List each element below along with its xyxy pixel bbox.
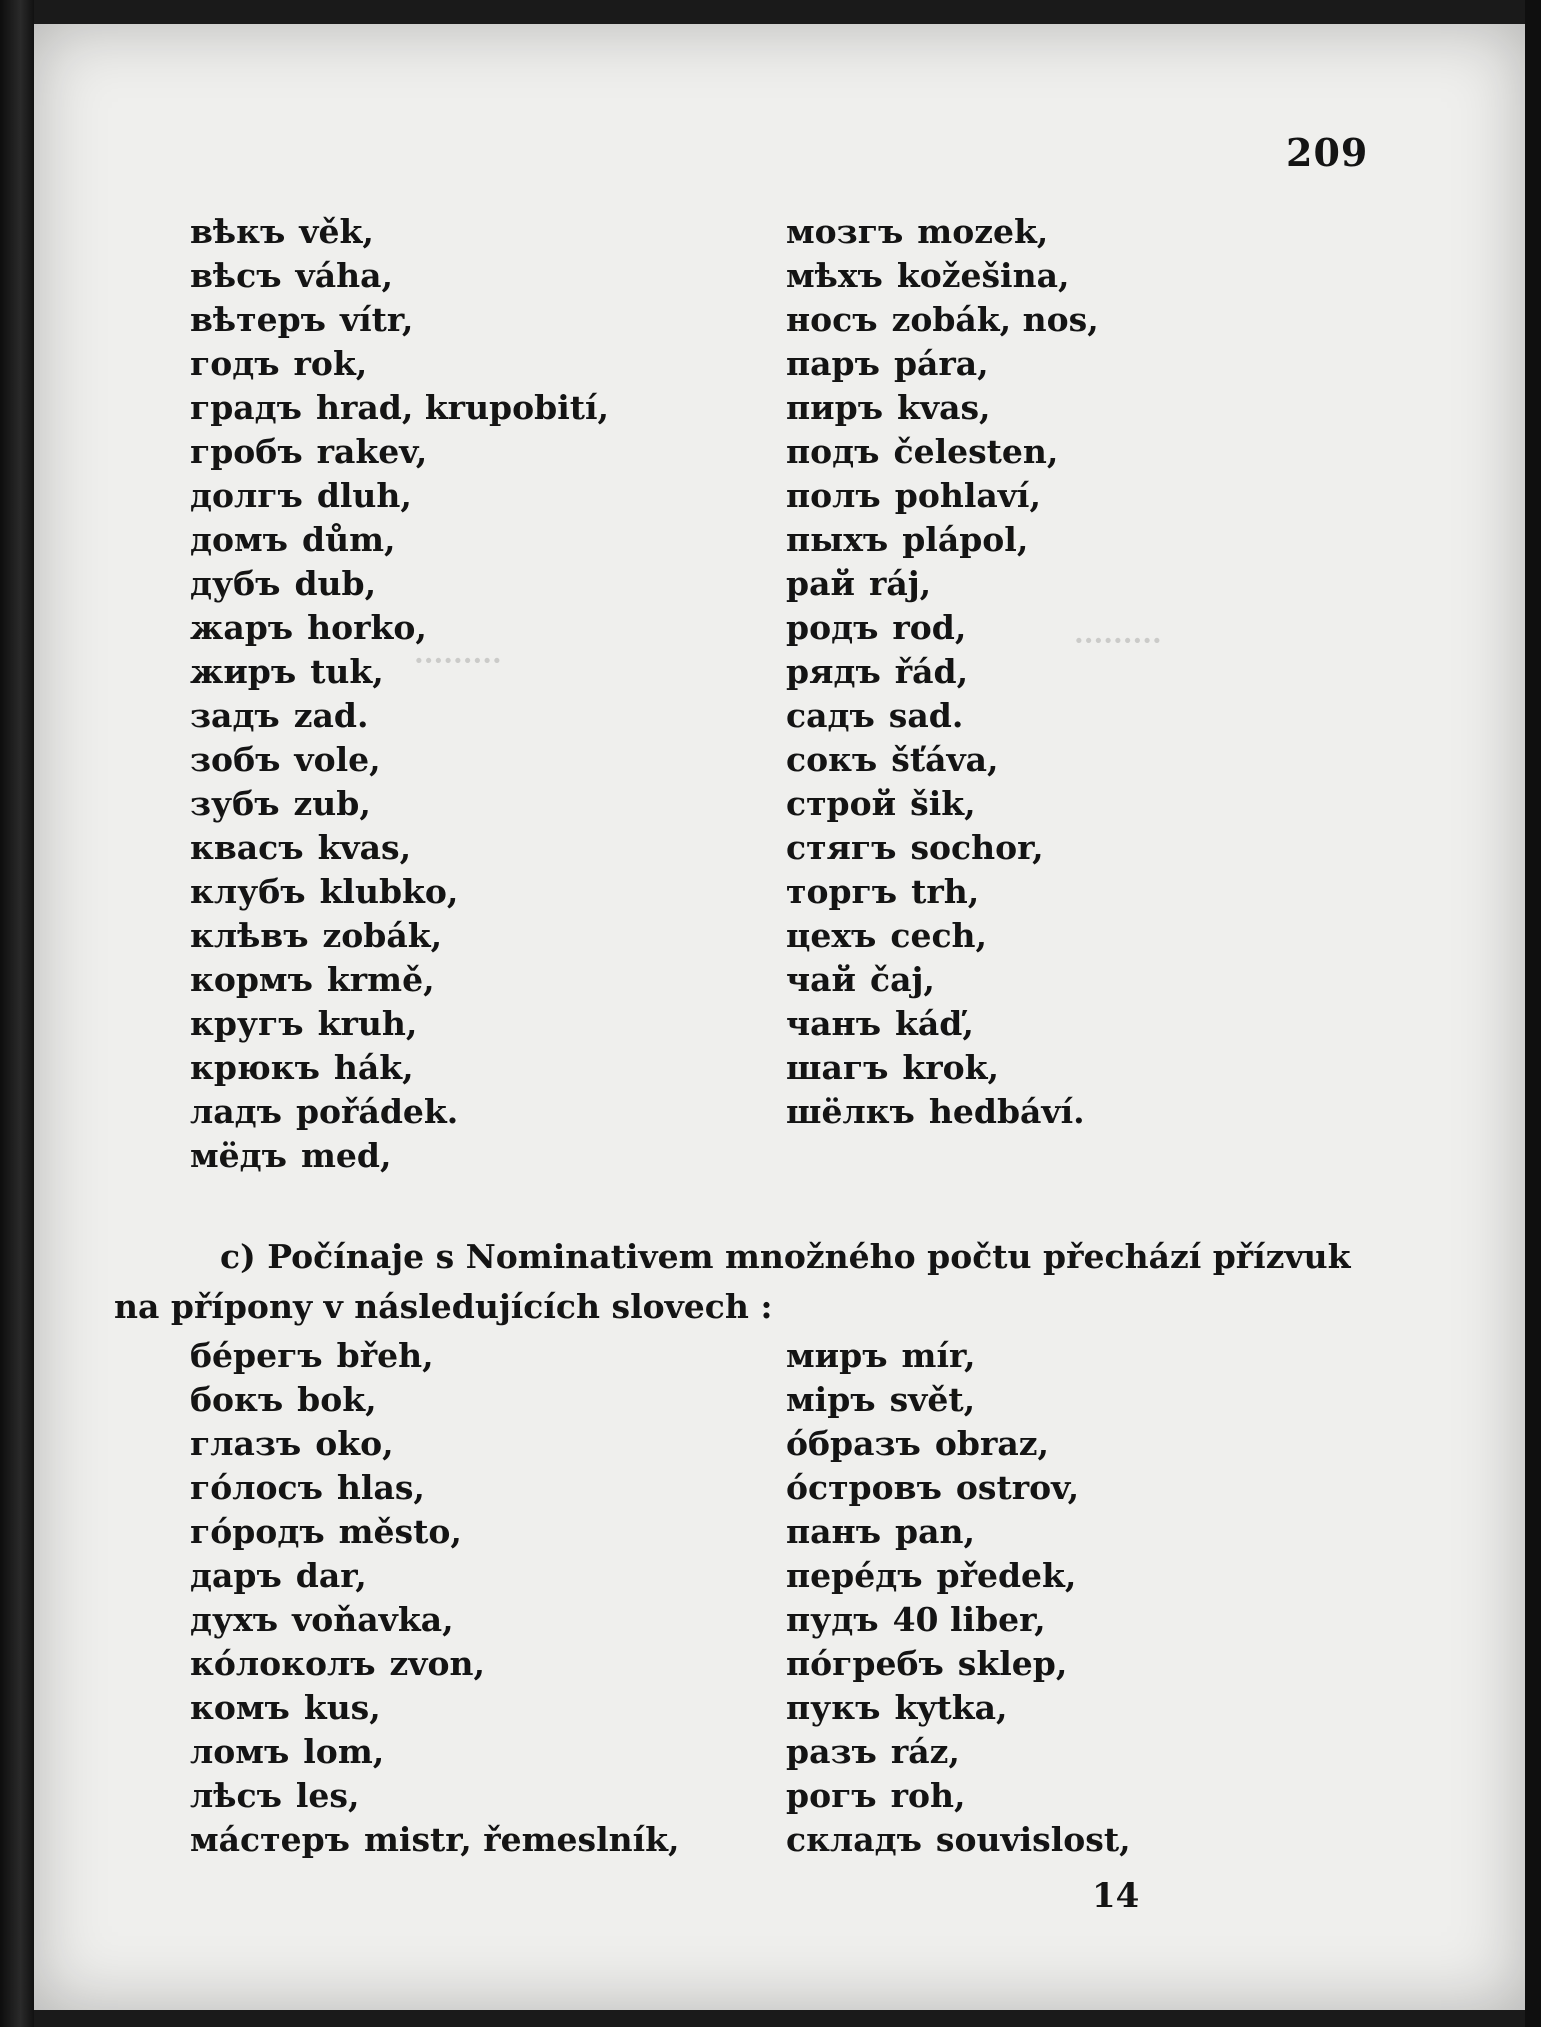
vocab-entry (190, 694, 609, 738)
vocab-entry (190, 1090, 609, 1134)
czech-translation: klubko, (319, 872, 459, 911)
vocab-entry (190, 386, 609, 430)
czech-translation: dluh, (316, 476, 412, 515)
vocab-entry (190, 1642, 680, 1686)
vocab-entry (786, 738, 1099, 782)
russian-word: чай (786, 960, 857, 999)
vocab-entry (190, 342, 609, 386)
vocab-entry (190, 1046, 609, 1090)
russian-word: духъ (190, 1600, 279, 1639)
vocab-entry (190, 1554, 680, 1598)
russian-word: долгъ (190, 476, 303, 515)
vocab-entry (190, 606, 609, 650)
vocab-entry (190, 1686, 680, 1730)
czech-translation: voňavka, (292, 1600, 454, 1639)
czech-translation: zobák, (322, 916, 443, 955)
czech-translation: dub, (294, 564, 377, 603)
czech-translation: šik, (910, 784, 976, 823)
russian-word: домъ (190, 520, 288, 559)
czech-translation: ostrov, (955, 1468, 1080, 1507)
czech-translation: trh, (911, 872, 980, 911)
russian-word: шагъ (786, 1048, 889, 1087)
russian-word: ломъ (190, 1732, 290, 1771)
russian-word: годъ (190, 344, 280, 383)
vocab-entry (190, 1818, 680, 1862)
russian-word: подъ (786, 432, 880, 471)
vocab-entry (190, 1134, 609, 1178)
czech-translation: kus, (303, 1688, 381, 1727)
czech-translation: mír, (901, 1336, 976, 1375)
russian-word: гробъ (190, 432, 303, 471)
russian-word: пыхъ (786, 520, 889, 559)
czech-translation: předek, (936, 1556, 1077, 1595)
russian-word: разъ (786, 1732, 877, 1771)
czech-translation: 40 liber, (892, 1600, 1046, 1639)
czech-translation: roh, (890, 1776, 966, 1815)
russian-word: зобъ (190, 740, 281, 779)
paragraph-line: c) Počínaje s Nominativem množného počtu přechází přízvuk (220, 1237, 1351, 1276)
russian-word: глазъ (190, 1424, 302, 1463)
vocab-entry (786, 1002, 1099, 1046)
czech-translation: hák, (333, 1048, 414, 1087)
czech-translation: pan, (895, 1512, 975, 1551)
bleed-through: ········· (414, 644, 502, 677)
czech-translation: kvas, (897, 388, 991, 427)
paragraph-line: na přípony v následujících slovech : (114, 1287, 773, 1326)
czech-translation: vítr, (339, 300, 414, 339)
vocab-entry (190, 430, 609, 474)
vocab-entry (786, 430, 1099, 474)
czech-translation: rakev, (316, 432, 428, 471)
czech-translation: sochor, (910, 828, 1044, 867)
vocab-entry (786, 1730, 1131, 1774)
czech-translation: les, (295, 1776, 360, 1815)
russian-word: кругъ (190, 1004, 304, 1043)
russian-word: мозгъ (786, 212, 904, 251)
vocab-entry (190, 1002, 609, 1046)
vocab-entry (786, 386, 1099, 430)
vocab-entry (786, 1818, 1131, 1862)
czech-translation: mozek, (917, 212, 1049, 251)
vocab-entry (786, 342, 1099, 386)
czech-translation: vole, (294, 740, 381, 779)
russian-word: паръ (786, 344, 880, 383)
russian-word: лѣсъ (190, 1776, 282, 1815)
czech-translation: mistr, řemeslník, (363, 1820, 680, 1859)
vocab-entry (190, 1334, 680, 1378)
vocab-entry (190, 1598, 680, 1642)
vocab-entry (786, 1598, 1131, 1642)
vocab-entry (190, 958, 609, 1002)
russian-word: комъ (190, 1688, 290, 1727)
vocab-entry (786, 958, 1099, 1002)
czech-translation: oko, (315, 1424, 394, 1463)
russian-word: ладъ (190, 1092, 282, 1131)
czech-translation: řád, (894, 652, 969, 691)
czech-translation: kytka, (894, 1688, 1008, 1727)
vocab-entry (786, 914, 1099, 958)
czech-translation: kruh, (317, 1004, 418, 1043)
russian-word: міръ (786, 1380, 876, 1419)
czech-translation: cech, (890, 916, 988, 955)
russian-word: жаръ (190, 608, 294, 647)
vocab-entry (786, 474, 1099, 518)
word-list-right-bottom (786, 1334, 1131, 1862)
russian-word: перéдъ (786, 1556, 923, 1595)
russian-word: кóлоколъ (190, 1644, 376, 1683)
russian-word: мáстеръ (190, 1820, 350, 1859)
russian-word: пóгребъ (786, 1644, 944, 1683)
russian-word: пукъ (786, 1688, 881, 1727)
czech-translation: čelesten, (893, 432, 1059, 471)
vocab-entry (786, 870, 1099, 914)
czech-translation: ráz, (890, 1732, 960, 1771)
vocab-entry (786, 606, 1099, 650)
czech-translation: sklep, (957, 1644, 1068, 1683)
russian-word: кормъ (190, 960, 313, 999)
czech-translation: hedbáví. (928, 1092, 1085, 1131)
russian-word: гóлосъ (190, 1468, 323, 1507)
czech-translation: pořádek. (295, 1092, 459, 1131)
vocab-entry (786, 254, 1099, 298)
russian-word: пудъ (786, 1600, 879, 1639)
czech-translation: hlas, (336, 1468, 425, 1507)
czech-translation: bok, (297, 1380, 377, 1419)
vocab-entry (190, 1510, 680, 1554)
vocab-entry (190, 562, 609, 606)
vocab-entry (786, 1686, 1131, 1730)
book-page (34, 24, 1525, 2010)
word-list-right-top (786, 210, 1099, 1134)
russian-word: задъ (190, 696, 280, 735)
vocab-entry (786, 1334, 1131, 1378)
vocab-entry (786, 782, 1099, 826)
czech-translation: město, (338, 1512, 462, 1551)
russian-word: даръ (190, 1556, 282, 1595)
vocab-entry (190, 1378, 680, 1422)
russian-word: родъ (786, 608, 879, 647)
russian-word: бéрегъ (190, 1336, 323, 1375)
vocab-entry (786, 1554, 1131, 1598)
vocab-entry (786, 1510, 1131, 1554)
word-list-left-top (190, 210, 609, 1178)
vocab-entry (786, 694, 1099, 738)
russian-word: крюкъ (190, 1048, 320, 1087)
vocab-entry (190, 738, 609, 782)
czech-translation: váha, (295, 256, 393, 295)
czech-translation: sad. (888, 696, 964, 735)
vocab-entry (786, 650, 1099, 694)
czech-translation: pohlaví, (894, 476, 1041, 515)
vocab-entry (786, 1046, 1099, 1090)
russian-word: миръ (786, 1336, 888, 1375)
vocab-entry (190, 210, 609, 254)
russian-word: рай (786, 564, 855, 603)
czech-translation: čaj, (870, 960, 935, 999)
vocab-entry (786, 1422, 1131, 1466)
czech-translation: břeh, (336, 1336, 434, 1375)
russian-word: градъ (190, 388, 302, 427)
czech-translation: ráj, (868, 564, 932, 603)
vocab-entry (190, 870, 609, 914)
vocab-entry (190, 1422, 680, 1466)
vocab-entry (190, 1466, 680, 1510)
russian-word: садъ (786, 696, 875, 735)
czech-translation: zad. (293, 696, 369, 735)
russian-word: панъ (786, 1512, 882, 1551)
russian-word: дубъ (190, 564, 281, 603)
czech-translation: obraz, (934, 1424, 1049, 1463)
vocab-entry (786, 826, 1099, 870)
czech-translation: zobák, nos, (891, 300, 1099, 339)
russian-word: пиръ (786, 388, 884, 427)
vocab-entry (190, 1730, 680, 1774)
czech-translation: tuk, (310, 652, 384, 691)
czech-translation: věk, (299, 212, 374, 251)
russian-word: вѣтеръ (190, 300, 326, 339)
russian-word: óбразъ (786, 1424, 921, 1463)
russian-word: квасъ (190, 828, 304, 867)
russian-word: клубъ (190, 872, 306, 911)
czech-translation: krok, (902, 1048, 1000, 1087)
signature-mark: 14 (1092, 1876, 1140, 1916)
russian-word: вѣсъ (190, 256, 282, 295)
vocab-entry (786, 1774, 1131, 1818)
czech-translation: káď, (895, 1004, 974, 1043)
russian-word: жиръ (190, 652, 297, 691)
czech-translation: svět, (889, 1380, 976, 1419)
vocab-entry (190, 254, 609, 298)
vocab-entry (190, 518, 609, 562)
page-number: 209 (1286, 130, 1369, 175)
vocab-entry (190, 1774, 680, 1818)
vocab-entry (190, 650, 609, 694)
czech-translation: lom, (303, 1732, 385, 1771)
vocab-entry (786, 298, 1099, 342)
vocab-entry (190, 826, 609, 870)
vocab-entry (786, 1090, 1099, 1134)
bleed-through: ········· (1074, 624, 1162, 657)
czech-translation: horko, (307, 608, 427, 647)
czech-translation: kožešina, (896, 256, 1070, 295)
czech-translation: šťáva, (891, 740, 999, 779)
russian-word: строй (786, 784, 897, 823)
vocab-entry (786, 518, 1099, 562)
czech-translation: souvislost, (935, 1820, 1131, 1859)
czech-translation: rod, (892, 608, 967, 647)
vocab-entry (786, 562, 1099, 606)
russian-word: стягъ (786, 828, 897, 867)
russian-word: мёдъ (190, 1136, 287, 1175)
word-list-left-bottom (190, 1334, 680, 1862)
russian-word: зубъ (190, 784, 280, 823)
russian-word: сокъ (786, 740, 878, 779)
russian-word: мѣхъ (786, 256, 883, 295)
czech-translation: dar, (295, 1556, 367, 1595)
russian-word: торгъ (786, 872, 898, 911)
vocab-entry (786, 1466, 1131, 1510)
russian-word: носъ (786, 300, 878, 339)
vocab-entry (786, 1642, 1131, 1686)
vocab-entry (190, 298, 609, 342)
scan-left-edge (0, 0, 34, 2027)
russian-word: складъ (786, 1820, 922, 1859)
russian-word: цехъ (786, 916, 877, 955)
russian-word: гóродъ (190, 1512, 325, 1551)
scan-right-edge (1525, 0, 1541, 2027)
czech-translation: zub, (293, 784, 371, 823)
czech-translation: krmě, (326, 960, 435, 999)
vocab-entry (190, 782, 609, 826)
czech-translation: med, (300, 1136, 392, 1175)
russian-word: бокъ (190, 1380, 284, 1419)
russian-word: шёлкъ (786, 1092, 915, 1131)
vocab-entry (786, 210, 1099, 254)
russian-word: чанъ (786, 1004, 882, 1043)
czech-translation: kvas, (317, 828, 412, 867)
russian-word: клѣвъ (190, 916, 309, 955)
czech-translation: rok, (293, 344, 368, 383)
vocab-entry (190, 474, 609, 518)
czech-translation: zvon, (389, 1644, 485, 1683)
vocab-entry (190, 914, 609, 958)
czech-translation: plápol, (902, 520, 1029, 559)
czech-translation: dům, (302, 520, 396, 559)
russian-word: вѣкъ (190, 212, 286, 251)
vocab-entry (786, 1378, 1131, 1422)
russian-word: óстровъ (786, 1468, 942, 1507)
russian-word: рядъ (786, 652, 881, 691)
czech-translation: hrad, krupobití, (316, 388, 610, 427)
czech-translation: pára, (893, 344, 989, 383)
russian-word: полъ (786, 476, 881, 515)
section-paragraph (114, 1232, 1364, 1332)
russian-word: рогъ (786, 1776, 877, 1815)
